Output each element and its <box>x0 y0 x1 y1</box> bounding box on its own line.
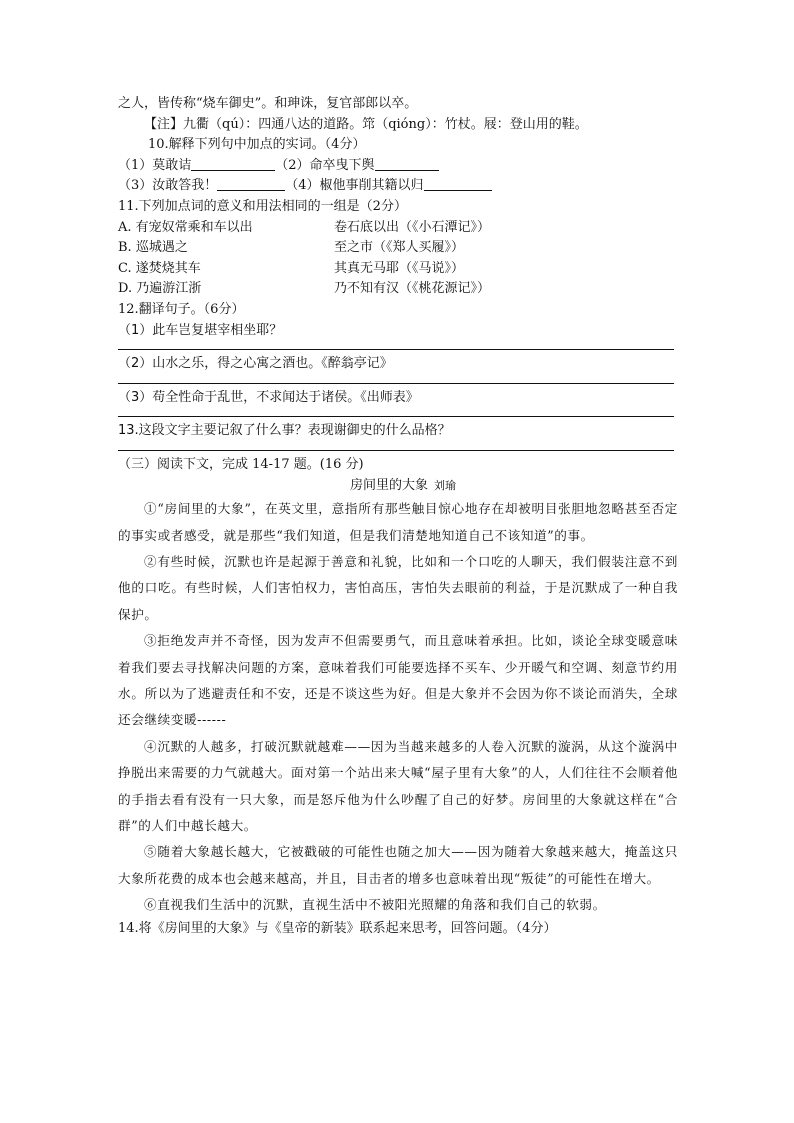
question-10-row-2 <box>118 176 678 197</box>
answer-line[interactable] <box>118 442 674 451</box>
q11-option-d[interactable] <box>118 279 678 300</box>
q11-option-c[interactable] <box>118 259 678 280</box>
q10-item-3: （3）汝敢答我！ <box>118 178 218 194</box>
answer-blank[interactable] <box>424 176 492 191</box>
option-left: C. 遂焚烧其车 <box>118 260 201 276</box>
option-left: B. 巡城遇之 <box>118 240 188 256</box>
q10-item-4: （4）椒他事削其籍以归 <box>285 178 424 194</box>
question-10-stem: 10.解释下列句中加点的实词。（4分） <box>148 137 366 153</box>
q10-item-2: （2）命卒曳下舆 <box>275 157 375 173</box>
option-right: 至之市（《郑人买履》） <box>334 240 465 256</box>
article-title: 房间里的大象 <box>349 477 428 493</box>
q12-item-3: （3）苟全性命于乱世，不求闻达于诸侯。《出师表》 <box>118 389 419 405</box>
q11-option-a[interactable] <box>118 218 678 239</box>
exam-page <box>118 94 678 939</box>
answer-blank[interactable] <box>191 156 275 171</box>
question-12-stem: 12.翻译句子。（6分） <box>118 301 245 317</box>
option-left: D. 乃遍游江浙 <box>118 281 202 297</box>
question-14-stem: 14.将《房间里的大象》与《皇帝的新装》联系起来思考，回答问题。（4分） <box>118 920 557 936</box>
answer-line[interactable] <box>118 341 674 350</box>
option-right: 乃不知有汉（《桃花源记》） <box>334 281 491 297</box>
q11-option-b[interactable] <box>118 238 678 259</box>
q12-item-1: （1）此车岂复堪宰相坐耶？ <box>118 322 283 338</box>
answer-line[interactable] <box>118 375 674 384</box>
answer-line[interactable] <box>118 408 674 417</box>
q12-item-2: （2）山水之乐，得之心寓之酒也。《醉翁亭记》 <box>118 356 393 372</box>
article-paragraph-1: ①“房间里的大象”，在英文里，意指所有那些触目惊心地存在却被明目张胆地忽略甚至否定的事实或者感受，就是那些“我们知道，但是我们清楚地知道自己不该知道”的事。 <box>118 501 678 543</box>
option-right: 其真无马耶（《马说》） <box>334 260 465 276</box>
section-3-header: （三）阅读下文，完成 14-17 题。(16 分) <box>118 456 364 472</box>
q10-item-1: （1）莫敢诘 <box>118 157 192 173</box>
annotation-note: 【注】九衢（qú）：四通八达的道路。筇（qióng）：竹杖。屐：登山用的鞋。 <box>144 116 588 132</box>
article-paragraph-3: ③拒绝发声并不奇怪，因为发声不但需要勇气，而且意味着承担。比如，谈论全球变暖意味着我们要去寻找解决问题的方案，意味着我们可能要选择不买车、少开暖气和空调、刻意节约用水。所以为了逃避责任和不安，还是不谈这些为好。但是大象并不会因为你不谈论而消失，全球还会继续变暖------ <box>118 633 678 728</box>
option-left: A. 有宠奴常乘和车以出 <box>118 219 253 235</box>
article-author: 刘瑜 <box>434 478 456 492</box>
article-paragraph-4: ④沉默的人越多，打破沉默就越难——因为当越来越多的人卷入沉默的漩涡，从这个漩涡中挣脱出来需要的力气就越大。面对第一个站出来大喊“屋子里有大象”的人，人们往往不会顺着他的手指去看有没有一只大象，而是怒斥他为什么吵醒了自己的好梦。房间里的大象就这样在“合群”的人们中越长越大。 <box>118 738 678 833</box>
article-title-line <box>118 476 678 497</box>
question-11-stem: 11.下列加点词的意义和用法相同的一组是（2分） <box>118 198 407 214</box>
answer-blank[interactable] <box>375 156 439 171</box>
article-paragraph-5: ⑤随着大象越长越大，它被戳破的可能性也随之加大——因为随着大象越来越大，掩盖这只大象所花费的成本也会越来越高，并且，目击者的增多也意味着出现“叛徒”的可能性在增大。 <box>118 844 678 886</box>
answer-blank[interactable] <box>217 176 285 191</box>
article-paragraph-2: ②有些时候，沉默也许是起源于善意和礼貌，比如和一个口吃的人聊天，我们假装注意不到他的口吃。有些时候，人们害怕权力，害怕高压，害怕失去眼前的利益，于是沉默成了一种自我保护。 <box>118 553 678 622</box>
question-13-stem: 13.这段文字主要记叙了什么事？表现谢御史的什么品格？ <box>118 423 451 439</box>
question-10-row-1 <box>118 156 678 177</box>
article-paragraph-6: ⑥直视我们生活中的沉默，直视生活中不被阳光照耀的角落和我们自己的软弱。 <box>144 897 606 913</box>
option-right: 卷石底以出（《小石潭记》） <box>334 219 491 235</box>
passage-ending: 之人，皆传称“烧车御史”。和珅诛，复官部郎以卒。 <box>118 96 418 111</box>
